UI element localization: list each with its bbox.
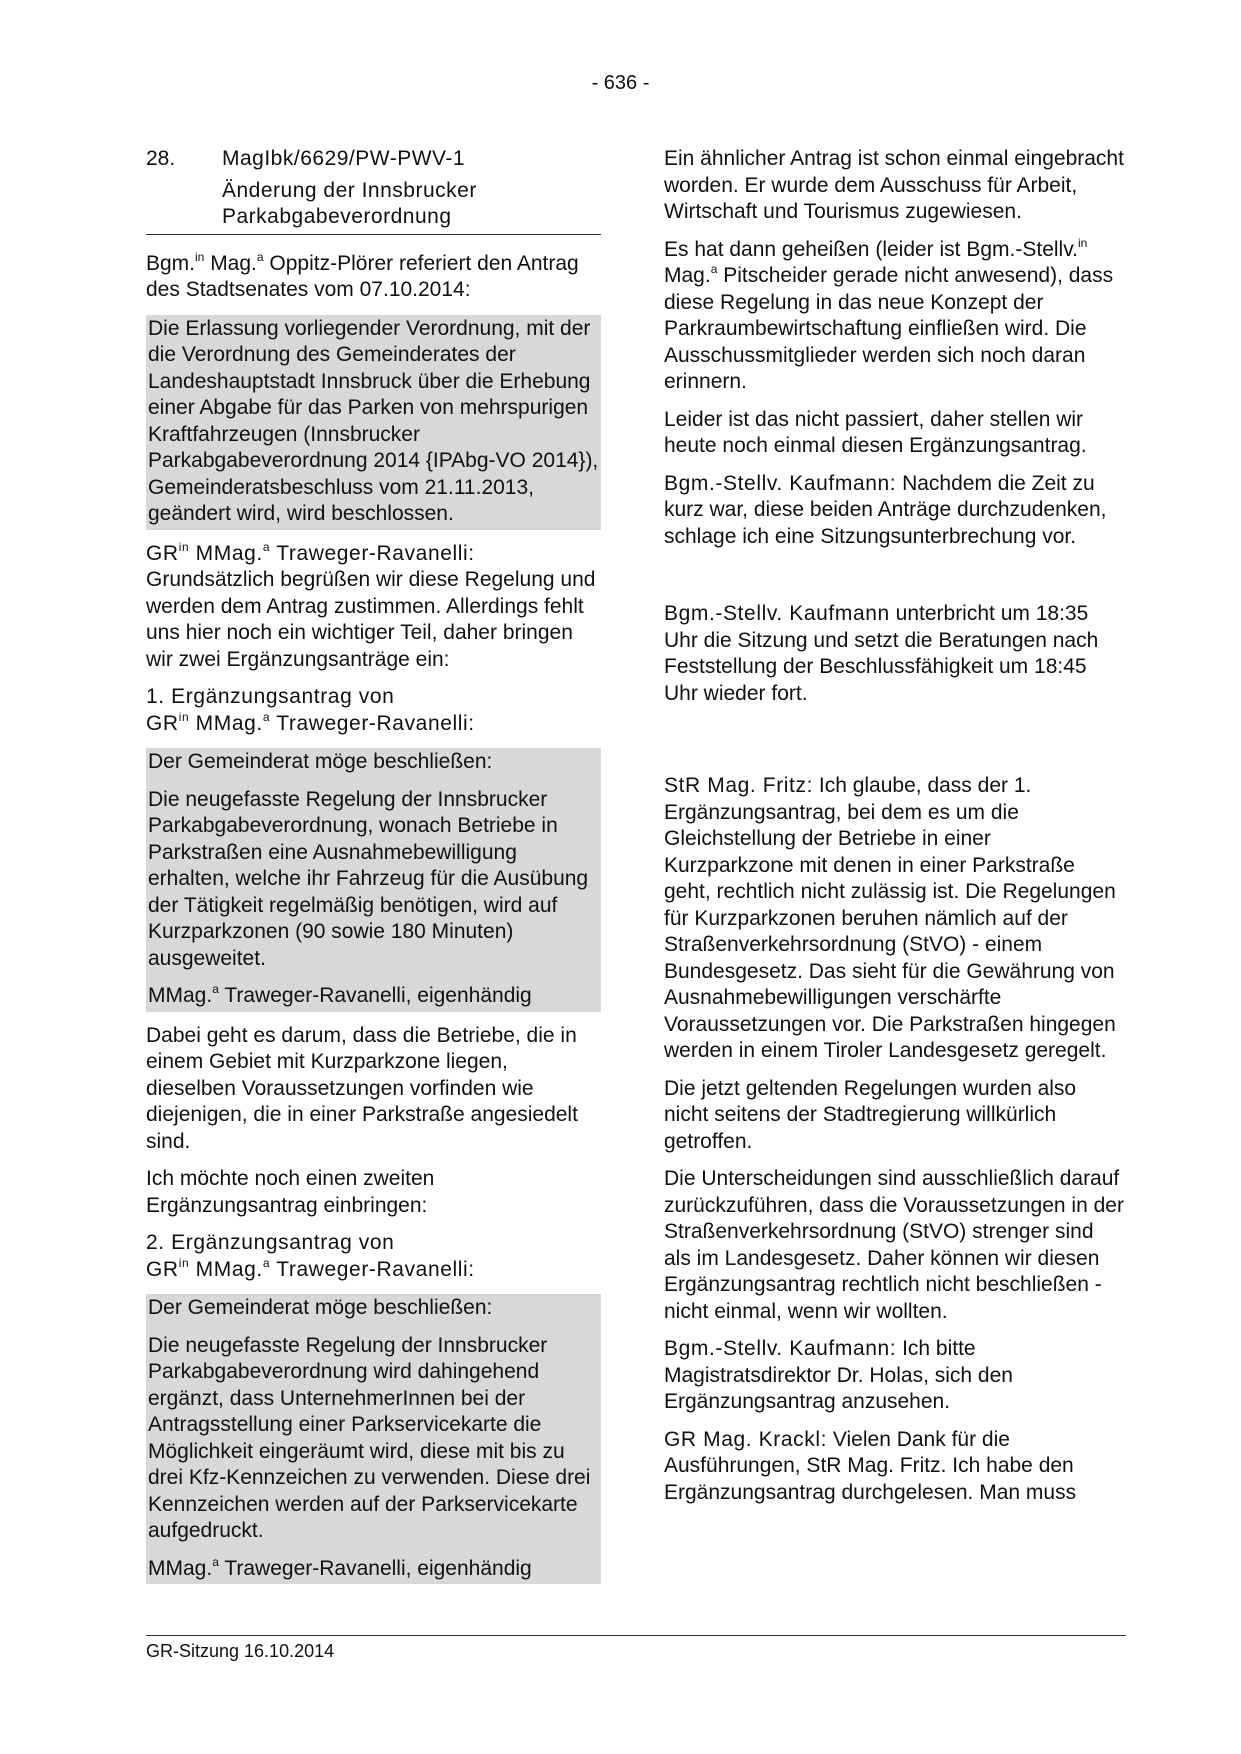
right-column (664, 146, 1126, 1517)
paragraph-regulations: Die jetzt geltenden Regelungen wurden also nicht seitens der Stadtregierung willkürlich getroffen. (664, 1076, 1077, 1153)
paragraph-explanation: Dabei geht es darum, dass die Betriebe, die in einem Gebiet mit Kurzparkzone liegen, dieselben Voraussetzungen vorfinden wie diejenigen, die in einer Parkstraße angesiedelt sind. (146, 1023, 578, 1153)
paragraph-traweger-statement: $GR^{in}$ MMag.$^a$ Traweger-Ravanelli: Grundsätzlich begrüßen wir diese Regelung und werden dem Antrag zustimmen. Allerdings fehlt uns hier noch ein wichtiger Teil, daher bringen wir zwei Ergänzungsanträge ein: (146, 539, 596, 671)
page-number: - 636 - (591, 72, 650, 94)
agenda-item-header (146, 146, 601, 231)
motion2-intro: Der Gemeinderat möge beschließen: (148, 1296, 493, 1319)
paragraph-kaufmann-proposal: Bgm.-Stellv. Kaufmann: Nachdem die Zeit zu kurz war, diese beiden Anträge durchzudenken, schlage ich eine Sitzungsunterbrechung vor. (664, 471, 1107, 548)
motion1-box (146, 748, 601, 1012)
paragraph-fritz-statement: StR Mag. Fritz: Ich glaube, dass der 1. Ergänzungsantrag, bei dem es um die Gleichstellung der Betriebe in einer Kurzparkzone mit denen in einer Parkstraße geht, rechtlich nicht zulässig ist. Die Regelungen für Kurzparkzonen beruhen nämlich auf der Straßenverkehrsordnung (StVO) - einem Bundesgesetz. Das sieht für die Gewährung von Ausnahmebewilligungen verschärfte Voraussetzungen vor. Die Parkstraßen hingegen werden in einem Tiroler Landesgesetz geregelt. (664, 774, 1116, 1062)
motion2-box (146, 1294, 601, 1584)
motion1-heading: 1. Ergänzungsantrag von $GR^{in}$ MMag.$^a$ Traweger-Ravanelli: (146, 685, 475, 735)
motion2-heading: 2. Ergänzungsantrag von $GR^{in}$ MMag.$^a$ Traweger-Ravanelli: (146, 1231, 475, 1281)
footer-session-date: GR-Sitzung 16.10.2014 (146, 1641, 335, 1661)
motion2-signature: MMag.$^a$ Traweger-Ravanelli, eigenhändig (148, 1554, 532, 1580)
paragraph-krackl-statement: GR Mag. Krackl: Vielen Dank für die Ausführungen, StR Mag. Fritz. Ich habe den Ergänzungsantrag durchgelesen. Man muss (664, 1427, 1077, 1504)
agenda-item-code: MagIbk/6629/PW-PWV-1 (222, 147, 466, 170)
paragraph-kaufmann-request: Bgm.-Stellv. Kaufmann: Ich bitte Magistratsdirektor Dr. Holas, sich den Ergänzungsantrag anzusehen. (664, 1337, 1013, 1413)
paragraph-session-break: Bgm.-Stellv. Kaufmann unterbricht um 18:35 Uhr die Sitzung und setzt die Beratungen nach Feststellung der Beschlussfähigkeit um 18:45 Uhr wieder fort. (664, 602, 1099, 705)
left-column (146, 146, 601, 1595)
paragraph-second-motion-intro: Ich möchte noch einen zweiten Ergänzungsantrag einbringen: (146, 1167, 435, 1217)
agenda-item-number: 28. (146, 147, 176, 170)
motion1-signature: MMag.$^a$ Traweger-Ravanelli, eigenhändig (148, 982, 532, 1007)
motion1-intro: Der Gemeinderat möge beschließen: (148, 750, 493, 773)
paragraph-mayor-intro: Bgm.$^{in}$ Mag.$^a$ Oppitz-Plörer referiert den Antrag des Stadtsenates vom 07.10.2014: (146, 249, 579, 301)
resolution-text: Die Erlassung vorliegender Verordnung, mit der die Verordnung des Gemeinderates der Landeshauptstadt Innsbruck über die Erhebung einer Abgabe für das Parken von mehrspurigen Kraftfahrzeugen (Innsbrucker Parkabgabeverordnung 2014 {IPAbg-VO 2014}), Gemeinderatsbeschluss vom 21.11.2013, geändert wird, wird beschlossen. (146, 315, 601, 530)
paragraph-similar-motion: Ein ähnlicher Antrag ist schon einmal eingebracht worden. Er wurde dem Ausschuss für Arbeit, Wirtschaft und Tourismus zugewiesen. (664, 147, 1124, 223)
paragraph-concept: Es hat dann geheißen (leider ist Bgm.-Stellv.$^{in}$ Mag.$^a$ Pitscheider gerade nicht anwesend), dass diese Regelung in das neue Konzept der Parkraumbewirtschaftung einfließen wird. Die Ausschussmitglieder werden sich noch daran erinnern. (664, 235, 1114, 393)
motion2-text: Die neugefasste Regelung der Innsbrucker Parkabgabeverordnung wird dahingehend ergänzt, dass UnternehmerInnen bei der Antragsstellung einer Parkservicekarte die Möglichkeit eingeräumt wird, diese mit bis zu drei Kfz-Kennzeichen zu verwenden. Diese drei Kennzeichen werden auf der Parkservicekarte aufgedruckt. (148, 1333, 591, 1542)
paragraph-differences: Die Unterscheidungen sind ausschließlich darauf zurückzuführen, dass die Voraussetzungen in der Straßenverkehrsordnung (StVO) strenger sind als im Landesgesetz. Daher können wir diesen Ergänzungsantrag rechtlich nicht beschließen - nicht einmal, wenn wir wollten. (664, 1167, 1124, 1323)
motion1-text: Die neugefasste Regelung der Innsbrucker Parkabgabeverordnung, wonach Betriebe in Parkstraßen eine Ausnahmebewilligung erhalten, welche ihr Fahrzeug für die Ausübung der Tätigkeit regelmäßig benötigen, wird auf Kurzparkzonen (90 sowie 180 Minuten) ausgeweitet. (148, 787, 589, 970)
paragraph-not-happened: Leider ist das nicht passiert, daher stellen wir heute noch einmal diesen Ergänzungsantrag. (664, 407, 1087, 457)
agenda-item-title: Änderung der Innsbrucker Parkabgabeverordnung (222, 178, 477, 228)
title-divider (146, 234, 601, 235)
agenda-item-content (222, 146, 601, 231)
footer-divider (146, 1635, 1126, 1636)
